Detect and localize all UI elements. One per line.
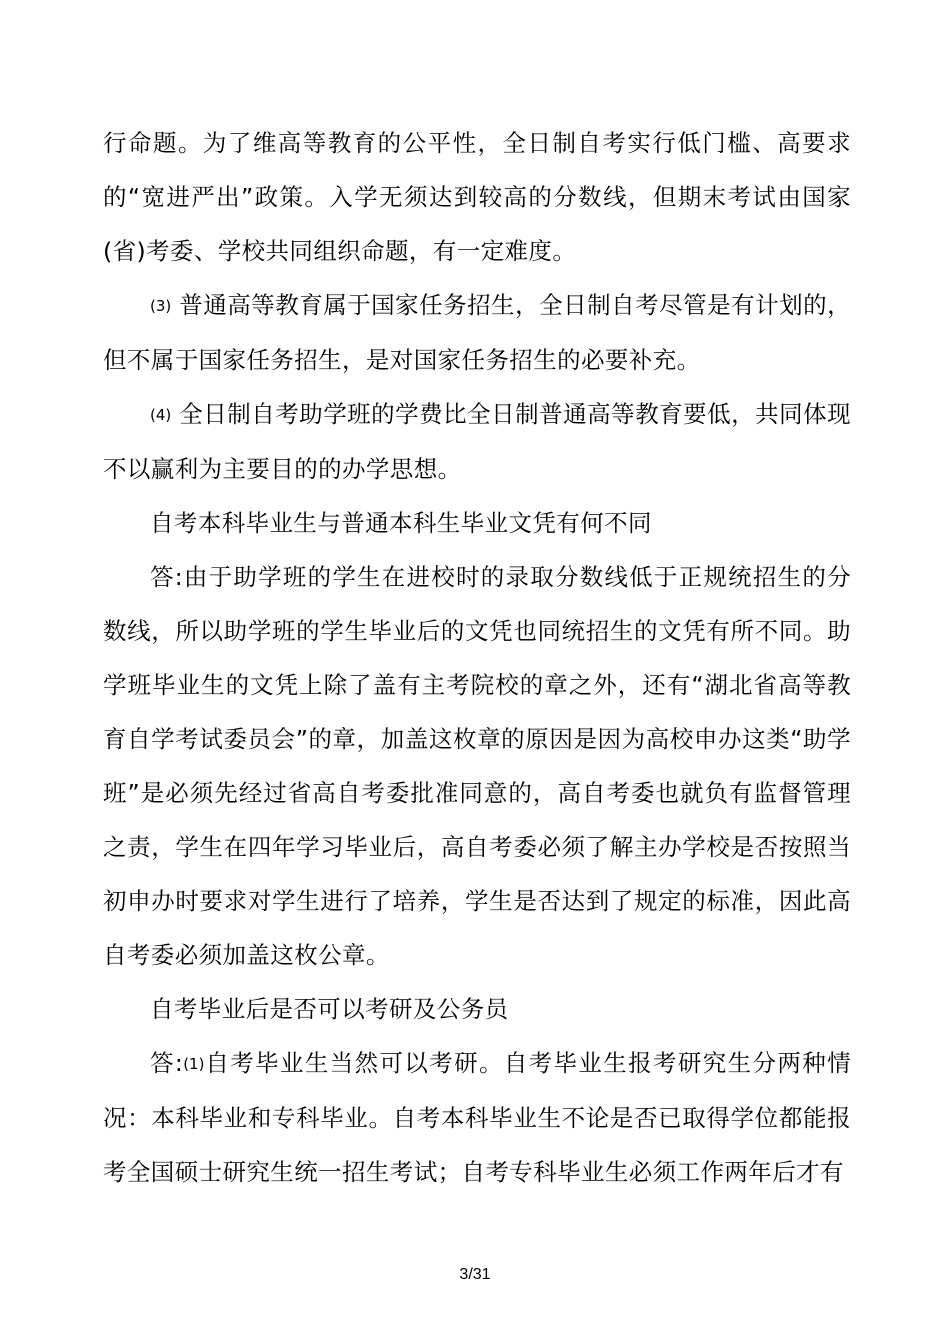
page-number: 3/31 (459, 1266, 491, 1283)
paragraph-text: 普通高等教育属于国家任务招生，全日制自考尽管是有计划的，但不属于国家任务招生，是对国家任务招生的必要补充。 (103, 291, 851, 374)
paragraph-text: 自考毕业生当然可以考研。自考毕业生报考研究生分两种情况：本科毕业和专科毕业。自考本科毕业生不论是否已取得学位都能报考全国硕士研究生统一招生考试；自考专科毕业生必须工作两年后才有 (103, 1049, 851, 1186)
paragraph-item-3 (103, 278, 851, 387)
section-heading-postgraduate: 自考毕业后是否可以考研及公务员 (150, 995, 509, 1023)
paragraph-diploma-answer: 答:由于助学班的学生在进校时的录取分数线低于正规统招生的分数线，所以助学班的学生毕业后的文凭也同统招生的文凭有所不同。助学班毕业生的文凭上除了盖有主考院校的章之外，还有“湖北省高等教育自学考试委员会”的章，加盖这枚章的原因是因为高校申办这类“助学班”是必须先经过省高自考委批准同意的，高自考委也就负有监督管理之责，学生在四年学习毕业后，高自考委必须了解主办学校是否按照当初申办时要求对学生进行了培养，学生是否达到了规定的标准，因此高自考委必须加盖这枚公章。 (103, 563, 851, 969)
section-heading-diploma: 自考本科毕业生与普通本科生毕业文凭有何不同 (150, 509, 652, 537)
paragraph-item-4 (103, 387, 851, 496)
paragraph-postgraduate-answer (103, 1036, 851, 1199)
paragraph-exam-policy: 行命题。为了维高等教育的公平性，全日制自考实行低门槛、高要求的“宽进严出”政策。入学无须达到较高的分数线，但期末考试由国家(省)考委、学校共同组织命题，有一定难度。 (103, 129, 851, 265)
paragraph-text: 全日制自考助学班的学费比全日制普通高等教育要低，共同体现不以赢利为主要目的的办学思想。 (103, 400, 851, 483)
item-number: (4) (150, 406, 172, 424)
document-body (103, 116, 851, 1199)
item-number: (3) (150, 297, 172, 315)
item-number: (1) (183, 1055, 205, 1073)
answer-prefix: 答: (150, 1049, 184, 1077)
